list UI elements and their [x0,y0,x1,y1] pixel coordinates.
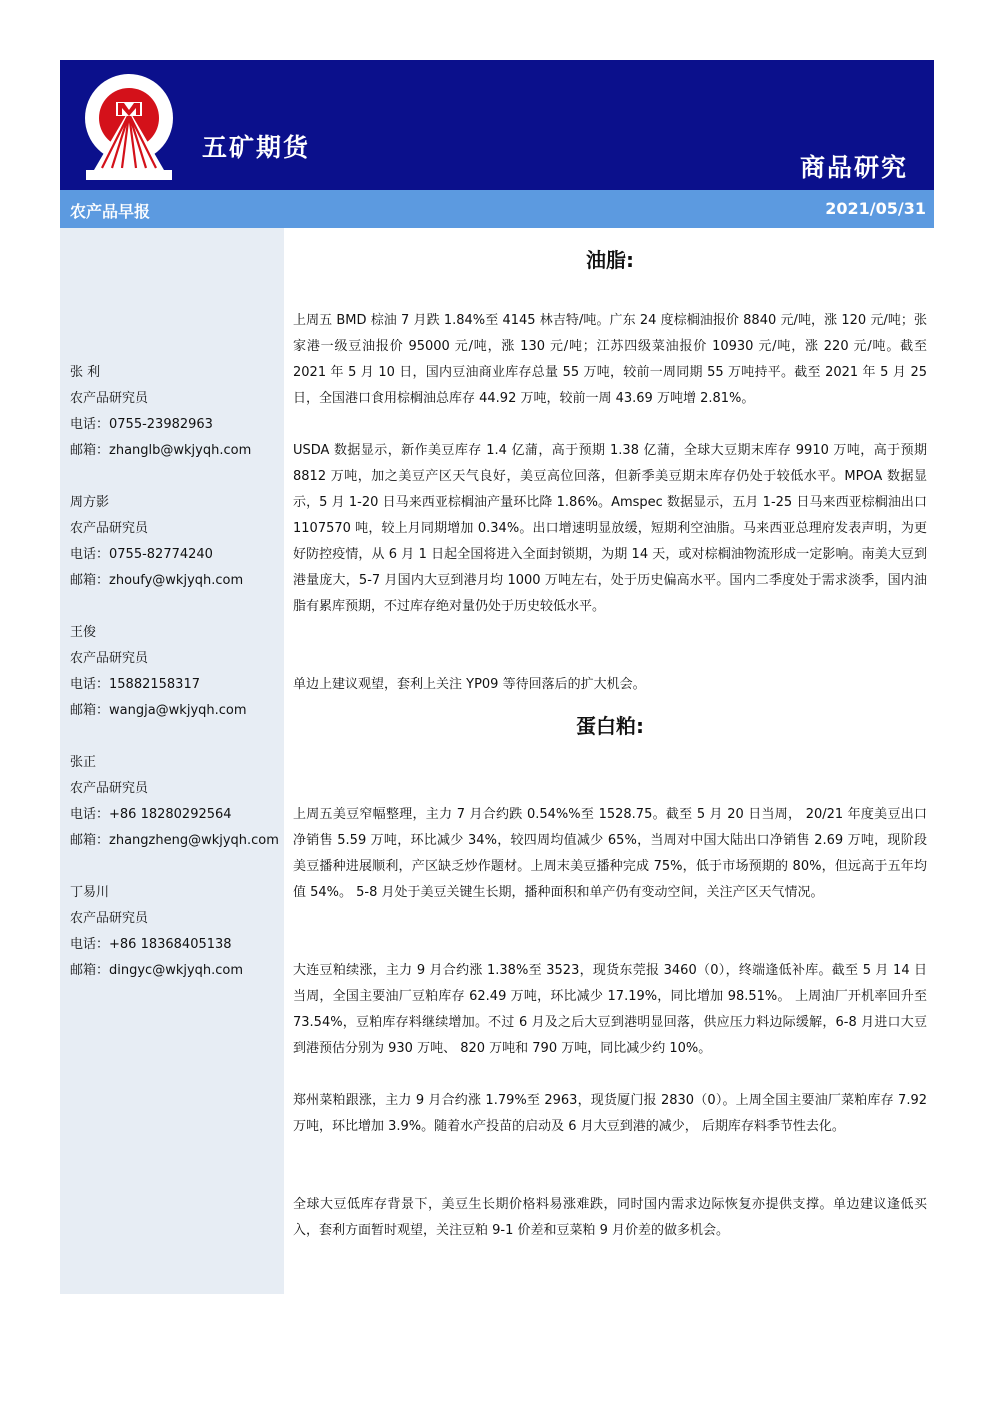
report-subbar [60,190,934,228]
report-name: 农产品早报 [70,202,151,221]
contact-phone: 电话：15882158317 [70,677,200,692]
contact-email[interactable]: 邮箱：zhanglb@wkjyqh.com [70,443,252,458]
contact-title: 农产品研究员 [70,651,149,666]
report-header [60,60,934,190]
contact-title: 农产品研究员 [70,781,149,796]
contacts-sidebar [60,228,284,1294]
contact-card [70,360,251,464]
contact-email[interactable]: 邮箱：wangja@wkjyqh.com [70,703,247,718]
paragraph: USDA 数据显示，新作美豆库存 1.4 亿蒲，高于预期 1.38 亿蒲，全球大豆期末库存 9910 万吨，高于预期 8812 万吨，加之美豆产区天气良好，美豆高位回落，但新季美豆期末库存仍处于较低水平。MPOA 数据显示，5 月 1-20 日马来西亚棕榈油产量环比降 1.86%。Amspec 数据显示，五月 1-25 日马来西亚棕榈油出口 1107570 吨，较上月同期增加 0.34%。出口增速明显放缓，短期利空油脂。马来西亚总理府发表声明，为更好防控疫情，从 6 月 1 日起全国将进入全面封锁期，为期 14 天，或对棕榈油物流形成一定影响。南美大豆到港量庞大，5-7 月国内大豆到港月均 1000 万吨左右，处于历史偏高水平。国内二季度处于需求淡季，国内油脂有累库预期，不过库存绝对量仍处于历史较低水平。 [293,443,927,614]
section-title-meal: 蛋白粕: [576,714,644,738]
contact-card [70,880,243,984]
company-name: 五矿期货 [202,133,311,162]
paragraph: 上周五 BMD 棕油 7 月跌 1.84%至 4145 林吉特/吨。广东 24 度棕榈油报价 8840 元/吨，涨 120 元/吨；张家港一级豆油报价 95000 元/吨，涨 130 元/吨；江苏四级菜油报价 10930 元/吨，涨 220 元/吨。截至 2021 年 5 月 10 日，国内豆油商业库存总量 55 万吨，较前一周同期 55 万吨持平。截至 2021 年 5 月 25 日，全国港口食用棕榈油总库存 44.92 万吨，较前一周 43.69 万吨增 2.81%。 [293,313,927,406]
contact-name: 王俊 [70,625,97,640]
paragraph: 全球大豆低库存背景下，美豆生长期价格料易涨难跌，同时国内需求边际恢复亦提供支撑。单边建议逢低买入，套利方面暂时观望，关注豆粕 9-1 价差和豆菜粕 9 月价差的做多机会。 [293,1197,927,1238]
contact-name: 张正 [70,755,97,770]
minmetals-logo [80,72,178,180]
contact-title: 农产品研究员 [70,521,149,536]
paragraph: 大连豆粕续涨，主力 9 月合约涨 1.38%至 3523，现货东莞报 3460（0），终端逢低补库。截至 5 月 14 日当周，全国主要油厂豆粕库存 62.49 万吨，环比减少 17.19%，同比增加 98.51%。 上周油厂开机率回升至 73.54%，豆粕库存料继续增加。不过 6 月及之后大豆到港明显回落，供应压力料边际缓解，6-8 月进口大豆到港预估分别为 930 万吨、 820 万吨和 790 万吨，同比减少约 10%。 [293,963,927,1056]
contact-title: 农产品研究员 [70,911,149,926]
contact-name: 丁易川 [70,885,110,900]
contact-email[interactable]: 邮箱：dingyc@wkjyqh.com [70,963,244,978]
contact-phone: 电话：0755-82774240 [70,547,213,562]
contact-title: 农产品研究员 [70,391,149,406]
contact-name: 张 利 [70,365,101,380]
department-name: 商品研究 [799,153,908,182]
contact-card [70,620,247,724]
contact-card [70,490,243,594]
paragraph: 单边上建议观望，套利上关注 YP09 等待回落后的扩大机会。 [293,677,646,692]
paragraph: 郑州菜粕跟涨，主力 9 月合约涨 1.79%至 2963，现货厦门报 2830（0）。上周全国主要油厂菜粕库存 7.92 万吨，环比增加 3.9%。随着水产投苗的启动及 6 月大豆到港的减少， 后期库存料季节性去化。 [293,1093,927,1134]
report-date: 2021/05/31 [825,199,926,218]
contact-phone: 电话：+86 18368405138 [70,937,232,952]
contact-email[interactable]: 邮箱：zhoufy@wkjyqh.com [70,573,244,588]
contact-name: 周方影 [70,495,110,510]
contact-phone: 电话：+86 18280292564 [70,807,232,822]
contact-email[interactable]: 邮箱：zhangzheng@wkjyqh.com [70,833,279,848]
contact-card [70,750,279,854]
contact-phone: 电话：0755-23982963 [70,417,213,432]
paragraph: 上周五美豆窄幅整理，主力 7 月合约跌 0.54%%至 1528.75。截至 5 月 20 日当周， 20/21 年度美豆出口净销售 5.59 万吨，环比减少 34%，较四周均值减少 65%，当周对中国大陆出口净销售 2.69 万吨，现阶段美豆播种进展顺利，产区缺乏炒作题材。上周末美豆播种完成 75%，低于市场预期的 80%，但远高于五年均值 54%。 5-8 月处于美豆关键生长期，播种面积和单产仍有变动空间，关注产区天气情况。 [293,807,927,900]
section-title-oils: 油脂: [586,248,634,272]
